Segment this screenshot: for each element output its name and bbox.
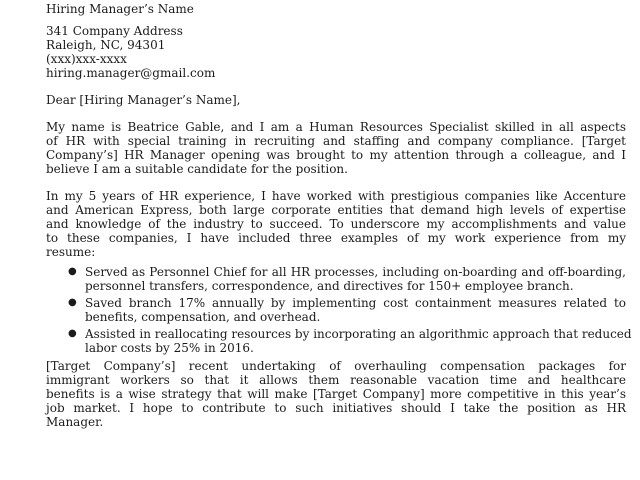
paragraph-experience xyxy=(46,189,626,259)
salutation: Dear [Hiring Manager’s Name], xyxy=(46,93,241,107)
bullet-icon: ● xyxy=(68,297,77,308)
paragraph-line: Company’s] HR Manager opening was brought to my attention through a colleague, and I xyxy=(46,148,626,162)
paragraph-line: to these companies, I have included three examples of my work experience from my xyxy=(46,231,626,245)
paragraph-line: benefits is a wise strategy that will make [Target Company] more competitive in this year’s xyxy=(46,387,626,401)
list-item-line: Served as Personnel Chief for all HR processes, including on-boarding and off-boarding, xyxy=(85,265,626,279)
paragraph-line: of HR with special training in recruiting and staffing and company compliance. [Target xyxy=(46,134,626,148)
list-item-line: personnel transfers, correspondence, and directives for 150+ employee branch. xyxy=(85,279,574,293)
list-item-line: Assisted in reallocating resources by incorporating an algorithmic approach that reduced xyxy=(85,327,632,341)
paragraph-company xyxy=(46,359,626,429)
list-item-line: labor costs by 25% in 2016. xyxy=(85,341,254,355)
paragraph-line: In my 5 years of HR experience, I have worked with prestigious companies like Accenture xyxy=(46,189,626,203)
list-item-line: benefits, compensation, and overhead. xyxy=(85,310,321,324)
list-item xyxy=(46,296,626,324)
list-item-line: Saved branch 17% annually by implementing cost containment measures related to xyxy=(85,296,626,310)
list-item xyxy=(46,327,632,355)
paragraph-line: immigrant workers so that it allows them reasonable vacation time and healthcare xyxy=(46,373,626,387)
paragraph-line: and American Express, both large corporate entities that demand high levels of expertise xyxy=(46,203,626,217)
address-line-2: Raleigh, NC, 94301 xyxy=(46,38,166,52)
bullet-icon: ● xyxy=(68,328,77,339)
list-item xyxy=(46,265,626,293)
paragraph-line: [Target Company’s] recent undertaking of overhauling compensation packages for xyxy=(46,359,626,373)
paragraph-line: resume: xyxy=(46,245,96,259)
paragraph-line: Manager. xyxy=(46,415,104,429)
paragraph-line: believe I am a suitable candidate for the position. xyxy=(46,162,348,176)
recipient-name: Hiring Manager’s Name xyxy=(46,2,194,16)
paragraph-line: My name is Beatrice Gable, and I am a Human Resources Specialist skilled in all aspects xyxy=(46,120,626,134)
cover-letter xyxy=(46,2,632,429)
paragraph-line: job market. I hope to contribute to such initiatives should I take the position as HR xyxy=(46,401,626,415)
paragraph-line: and knowledge of the industry to succeed. To underscore my accomplishments and value xyxy=(46,217,626,231)
paragraph-intro xyxy=(46,120,626,176)
recipient-email: hiring.manager@gmail.com xyxy=(46,66,216,80)
recipient-block xyxy=(46,2,626,80)
recipient-phone: (xxx)xxx-xxxx xyxy=(46,52,127,66)
recipient-address xyxy=(46,24,626,80)
bullet-icon: ● xyxy=(68,266,77,277)
achievements-list xyxy=(46,265,632,355)
address-line-1: 341 Company Address xyxy=(46,24,183,38)
